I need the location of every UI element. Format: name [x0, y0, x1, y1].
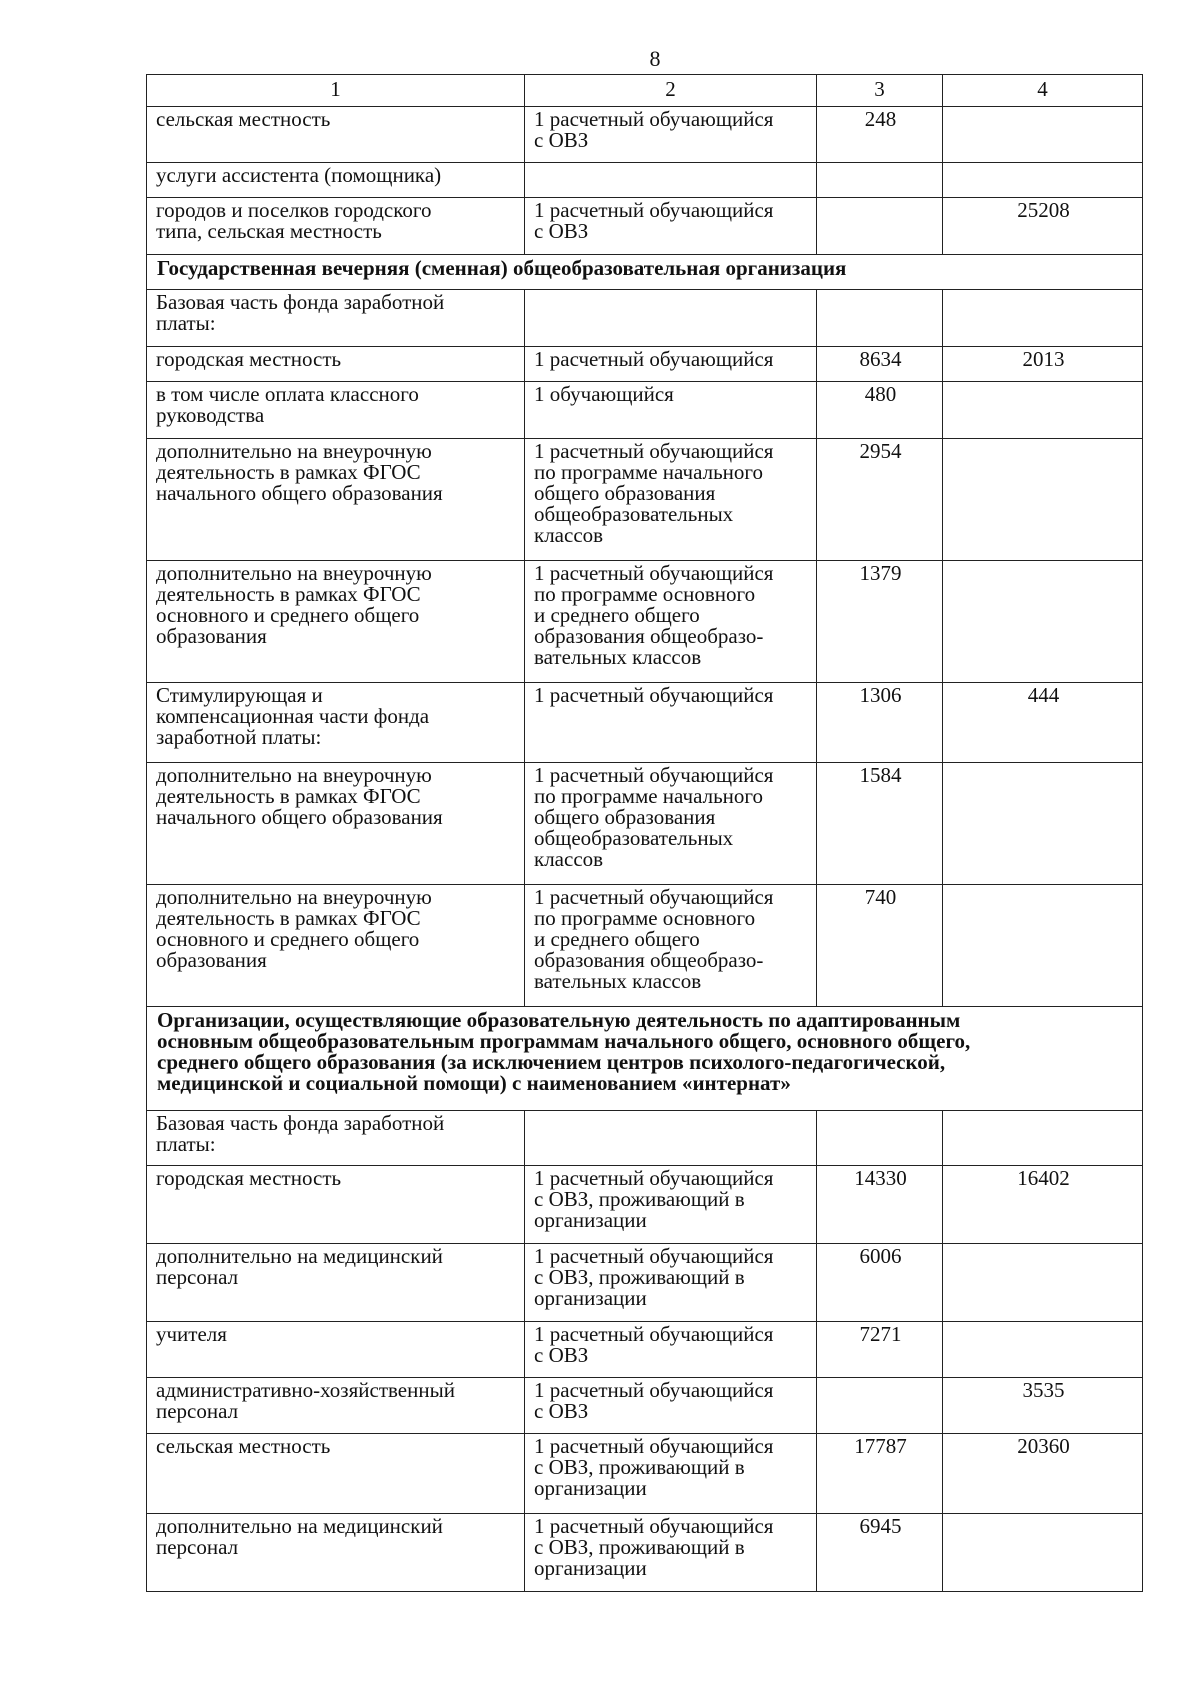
cell-indicator: сельская местность	[147, 1434, 525, 1514]
cell-value-col3: 1306	[817, 683, 943, 763]
table-row	[147, 107, 1143, 163]
cell-indicator: Базовая часть фонда заработной платы:	[147, 1111, 525, 1166]
norms-table	[146, 74, 1143, 1592]
cell-value-col3	[817, 1111, 943, 1166]
cell-value-col3: 2954	[817, 439, 943, 561]
cell-value-col4	[943, 561, 1143, 683]
cell-indicator: дополнительно на внеурочную деятельность в рамках ФГОС начального общего образования	[147, 439, 525, 561]
cell-value-col4	[943, 1322, 1143, 1378]
cell-unit: 1 расчетный обучающийся по программе основного и среднего общего образования общеобразо- вательных классов	[525, 885, 817, 1007]
cell-indicator: дополнительно на медицинский персонал	[147, 1514, 525, 1592]
cell-indicator: дополнительно на медицинский персонал	[147, 1244, 525, 1322]
cell-unit: 1 расчетный обучающийся с ОВЗ	[525, 1378, 817, 1434]
table-row	[147, 1244, 1143, 1322]
cell-indicator: дополнительно на внеурочную деятельность в рамках ФГОС начального общего образования	[147, 763, 525, 885]
cell-value-col4: 3535	[943, 1378, 1143, 1434]
cell-indicator: дополнительно на внеурочную деятельность в рамках ФГОС основного и среднего общего образования	[147, 561, 525, 683]
table-row	[147, 1322, 1143, 1378]
cell-indicator: дополнительно на внеурочную деятельность в рамках ФГОС основного и среднего общего образования	[147, 885, 525, 1007]
cell-unit: 1 расчетный обучающийся	[525, 683, 817, 763]
cell-value-col3: 740	[817, 885, 943, 1007]
cell-indicator: городская местность	[147, 1166, 525, 1244]
cell-unit: 1 обучающийся	[525, 382, 817, 439]
column-header-2: 2	[525, 75, 817, 107]
cell-value-col3	[817, 1378, 943, 1434]
cell-unit: 1 расчетный обучающийся	[525, 347, 817, 382]
table-row	[147, 1166, 1143, 1244]
cell-value-col3	[817, 290, 943, 347]
cell-indicator: городов и поселков городского типа, сельская местность	[147, 198, 525, 255]
table-row	[147, 290, 1143, 347]
cell-value-col4	[943, 163, 1143, 198]
cell-value-col4	[943, 290, 1143, 347]
cell-value-col3: 6945	[817, 1514, 943, 1592]
section-title: Государственная вечерняя (сменная) общеобразовательная организация	[147, 255, 1143, 290]
table-row	[147, 885, 1143, 1007]
cell-unit	[525, 290, 817, 347]
cell-value-col4: 2013	[943, 347, 1143, 382]
table-row	[147, 163, 1143, 198]
table-row	[147, 1111, 1143, 1166]
cell-unit: 1 расчетный обучающийся с ОВЗ, проживающий в организации	[525, 1166, 817, 1244]
page-number: 8	[649, 46, 661, 71]
cell-value-col4: 25208	[943, 198, 1143, 255]
table-row	[147, 1514, 1143, 1592]
cell-indicator: сельская местность	[147, 107, 525, 163]
table-row	[147, 561, 1143, 683]
cell-value-col4	[943, 1111, 1143, 1166]
cell-unit	[525, 163, 817, 198]
cell-value-col4: 20360	[943, 1434, 1143, 1514]
cell-value-col3: 7271	[817, 1322, 943, 1378]
cell-value-col3: 248	[817, 107, 943, 163]
cell-value-col3: 17787	[817, 1434, 943, 1514]
cell-value-col4	[943, 382, 1143, 439]
cell-unit: 1 расчетный обучающийся по программе основного и среднего общего образования общеобразо- вательных классов	[525, 561, 817, 683]
column-header-row	[147, 75, 1143, 107]
table-row	[147, 347, 1143, 382]
cell-value-col4: 16402	[943, 1166, 1143, 1244]
table-row	[147, 683, 1143, 763]
table-row	[147, 439, 1143, 561]
column-header-4: 4	[943, 75, 1143, 107]
cell-value-col4	[943, 439, 1143, 561]
cell-value-col3	[817, 198, 943, 255]
table-row	[147, 1434, 1143, 1514]
section-header-row	[147, 255, 1143, 290]
cell-value-col4: 444	[943, 683, 1143, 763]
section-header-row	[147, 1007, 1143, 1111]
cell-value-col4	[943, 1514, 1143, 1592]
cell-unit: 1 расчетный обучающийся с ОВЗ, проживающий в организации	[525, 1514, 817, 1592]
cell-indicator: Базовая часть фонда заработной платы:	[147, 290, 525, 347]
table-body	[147, 75, 1143, 1592]
cell-unit: 1 расчетный обучающийся с ОВЗ	[525, 1322, 817, 1378]
cell-unit	[525, 1111, 817, 1166]
cell-unit: 1 расчетный обучающийся с ОВЗ, проживающий в организации	[525, 1434, 817, 1514]
cell-unit: 1 расчетный обучающийся с ОВЗ	[525, 198, 817, 255]
column-header-3: 3	[817, 75, 943, 107]
cell-indicator: городская местность	[147, 347, 525, 382]
cell-indicator: учителя	[147, 1322, 525, 1378]
table-row	[147, 1378, 1143, 1434]
cell-unit: 1 расчетный обучающийся с ОВЗ, проживающий в организации	[525, 1244, 817, 1322]
cell-value-col4	[943, 107, 1143, 163]
column-header-1: 1	[147, 75, 525, 107]
table-row	[147, 198, 1143, 255]
cell-indicator: административно-хозяйственный персонал	[147, 1378, 525, 1434]
cell-value-col3: 8634	[817, 347, 943, 382]
cell-value-col3: 14330	[817, 1166, 943, 1244]
cell-unit: 1 расчетный обучающийся по программе начального общего образования общеобразовательных классов	[525, 439, 817, 561]
cell-indicator: услуги ассистента (помощника)	[147, 163, 525, 198]
cell-indicator: Стимулирующая и компенсационная части фонда заработной платы:	[147, 683, 525, 763]
cell-unit: 1 расчетный обучающийся с ОВЗ	[525, 107, 817, 163]
table-row	[147, 382, 1143, 439]
cell-value-col3: 1584	[817, 763, 943, 885]
cell-value-col4	[943, 763, 1143, 885]
cell-value-col4	[943, 885, 1143, 1007]
cell-value-col3	[817, 163, 943, 198]
cell-value-col3: 1379	[817, 561, 943, 683]
cell-value-col4	[943, 1244, 1143, 1322]
section-title: Организации, осуществляющие образовательную деятельность по адаптированным основным общеобразовательным программам начального общего, основного общего, среднего общего образования (за исключением центров психолого-педагогической, медицинской и социальной помощи) с наименованием «интернат»	[147, 1007, 1143, 1111]
cell-indicator: в том числе оплата классного руководства	[147, 382, 525, 439]
table-row	[147, 763, 1143, 885]
cell-value-col3: 480	[817, 382, 943, 439]
cell-unit: 1 расчетный обучающийся по программе начального общего образования общеобразовательных классов	[525, 763, 817, 885]
cell-value-col3: 6006	[817, 1244, 943, 1322]
